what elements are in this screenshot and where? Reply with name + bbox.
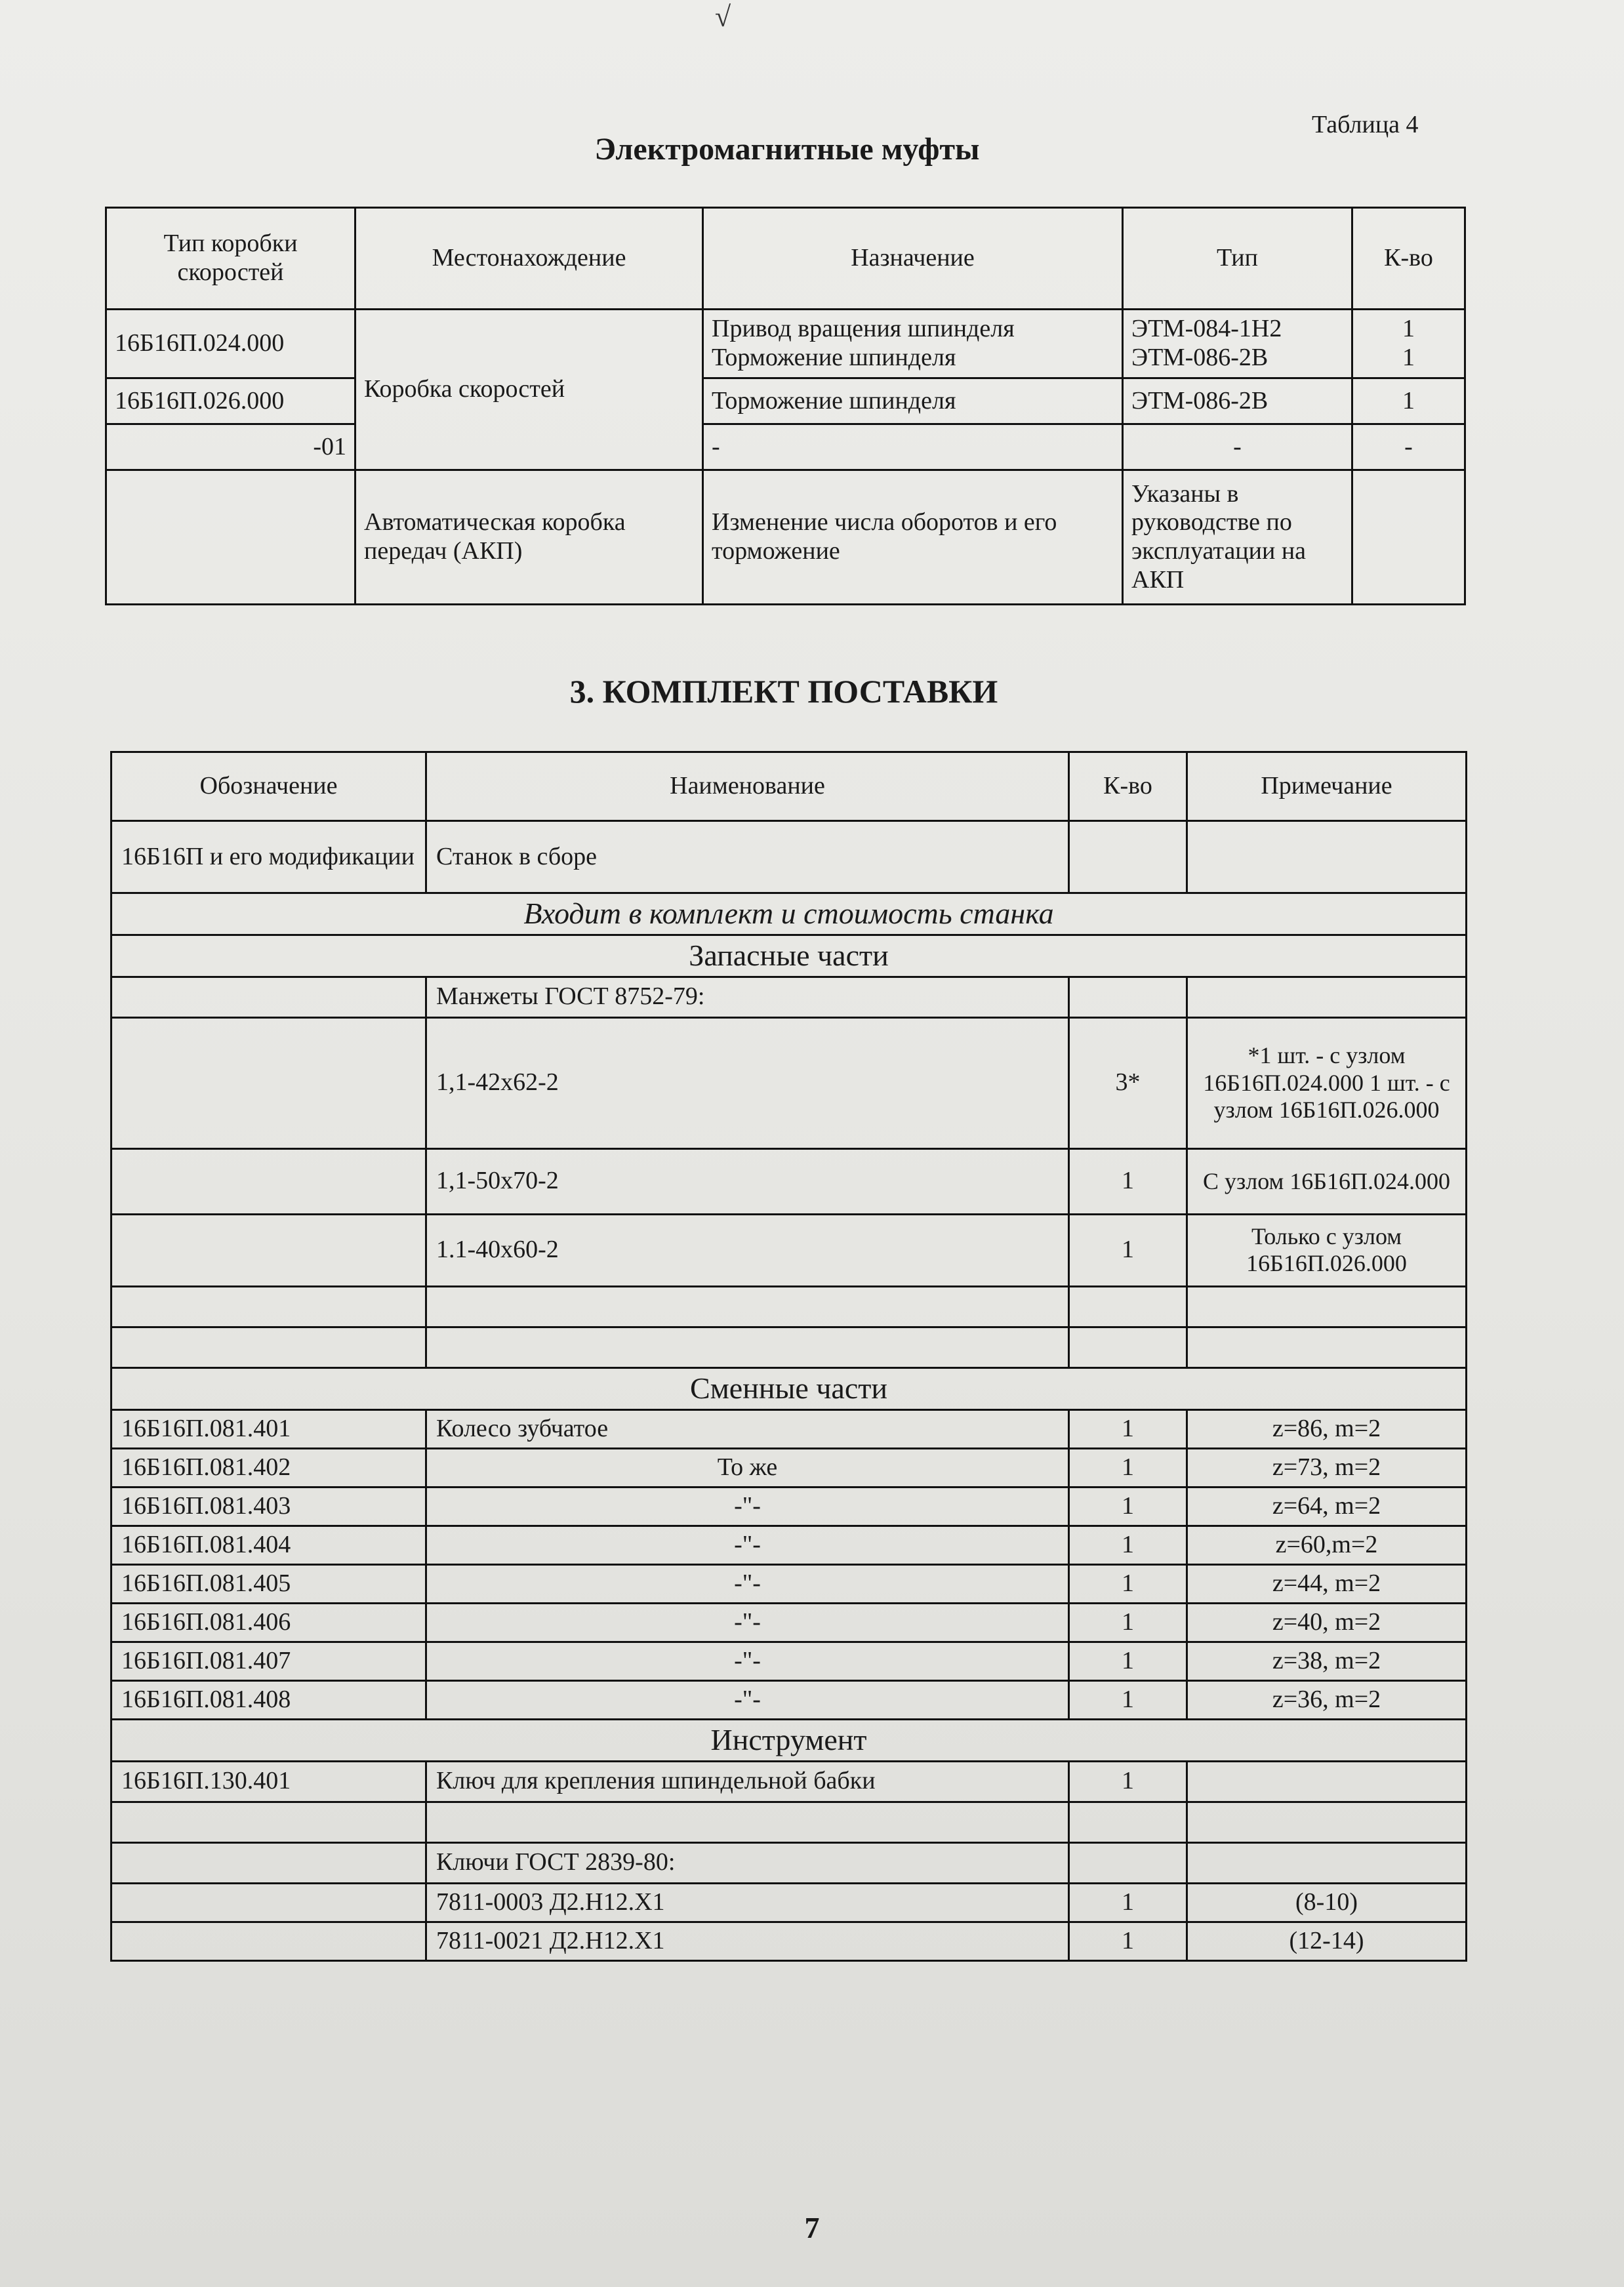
header-cell: К-во <box>1069 752 1187 821</box>
note-cell: z=64, m=2 <box>1187 1487 1467 1526</box>
designation-cell: 16Б16П.081.401 <box>112 1409 426 1448</box>
purpose-cell: - <box>703 424 1123 470</box>
header-cell: Наименование <box>426 752 1069 821</box>
note-cell: z=40, m=2 <box>1187 1603 1467 1642</box>
note-cell: z=38, m=2 <box>1187 1642 1467 1680</box>
qty-cell: 1 <box>1069 1409 1187 1448</box>
qty-cell: 1 <box>1069 1922 1187 1960</box>
name-cell: То же <box>426 1448 1069 1487</box>
table-row <box>112 1642 1467 1680</box>
page-number: 7 <box>804 2211 820 2244</box>
name-cell: -"- <box>426 1603 1069 1642</box>
location-cell: Коробка скоростей <box>355 310 703 470</box>
note-cell: Только с узлом 16Б16П.026.000 <box>1187 1214 1467 1286</box>
name-cell: Ключи ГОСТ 2839-80: <box>426 1842 1069 1883</box>
header-cell: Примечание <box>1187 752 1467 821</box>
note-cell: С узлом 16Б16П.024.000 <box>1187 1148 1467 1214</box>
designation-cell: 16Б16П.081.406 <box>112 1603 426 1642</box>
check-mark: √ <box>715 1 731 33</box>
table-row <box>112 1883 1467 1922</box>
designation-cell: 16Б16П.081.403 <box>112 1487 426 1526</box>
name-cell: 1,1-42х62-2 <box>426 1017 1069 1148</box>
table-row <box>112 935 1467 977</box>
designation-cell: 16Б16П.081.402 <box>112 1448 426 1487</box>
qty-cell: 1 <box>1069 1642 1187 1680</box>
table-row <box>112 1603 1467 1642</box>
model-cell: ЭТМ-084-1Н2 ЭТМ-086-2В <box>1123 310 1352 378</box>
section-title: 3. КОМПЛЕКТ ПОСТАВКИ <box>569 673 998 710</box>
name-cell: 7811-0021 Д2.Н12.Х1 <box>426 1922 1069 1960</box>
table-row <box>112 1448 1467 1487</box>
table-label: Таблица 4 <box>1312 111 1419 138</box>
header-cell: Обозначение <box>112 752 426 821</box>
table-row <box>106 378 1465 424</box>
table-row <box>112 1286 1467 1327</box>
qty-cell: 1 <box>1069 1448 1187 1487</box>
note-cell: (8-10) <box>1187 1883 1467 1922</box>
table1-title: Электромагнитные муфты <box>594 132 980 167</box>
name-cell: 1.1-40х60-2 <box>426 1214 1069 1286</box>
table-row <box>106 470 1465 605</box>
note-cell: z=36, m=2 <box>1187 1680 1467 1719</box>
table-row <box>112 821 1467 893</box>
name-cell: -"- <box>426 1526 1069 1564</box>
table-row <box>112 1719 1467 1761</box>
designation-cell: 16Б16П.081.407 <box>112 1642 426 1680</box>
table-row <box>112 1017 1467 1148</box>
model-cell: ЭТМ-086-2В <box>1123 378 1352 424</box>
purpose-cell: Торможение шпинделя <box>703 378 1123 424</box>
name-cell: 7811-0003 Д2.Н12.Х1 <box>426 1883 1069 1922</box>
name-cell: Манжеты ГОСТ 8752-79: <box>426 977 1069 1017</box>
table-row <box>112 1487 1467 1526</box>
table-row <box>112 1564 1467 1603</box>
qty-cell <box>1352 470 1465 605</box>
qty-cell: 1 1 <box>1352 310 1465 378</box>
designation-cell: 16Б16П.130.401 <box>112 1761 426 1802</box>
tools-title: Инструмент <box>112 1719 1467 1761</box>
table-row <box>112 1680 1467 1719</box>
table-row <box>106 310 1465 378</box>
table-row <box>112 1367 1467 1409</box>
name-cell: -"- <box>426 1564 1069 1603</box>
qty-cell: 1 <box>1069 1214 1187 1286</box>
table-row <box>112 1526 1467 1564</box>
qty-cell: 1 <box>1069 1761 1187 1802</box>
qty-cell: 1 <box>1069 1487 1187 1526</box>
name-cell: -"- <box>426 1487 1069 1526</box>
qty-cell: 1 <box>1069 1526 1187 1564</box>
model-cell: Указаны в руководстве по эксплуатации на АКП <box>1123 470 1352 605</box>
note-cell: (12-14) <box>1187 1922 1467 1960</box>
name-cell: Ключ для крепления шпиндельной бабки <box>426 1761 1069 1802</box>
qty-cell: 1 <box>1069 1883 1187 1922</box>
name-cell: -"- <box>426 1642 1069 1680</box>
table-header-row <box>112 752 1467 821</box>
location-cell: Автоматическая коробка передач (АКП) <box>355 470 703 605</box>
delivery-set-table <box>110 751 1467 1962</box>
designation-cell: 16Б16П и его модификации <box>112 821 426 893</box>
header-cell: К-во <box>1352 208 1465 310</box>
table-row <box>106 424 1465 470</box>
qty-cell: 1 <box>1352 378 1465 424</box>
qty-cell: 1 <box>1069 1603 1187 1642</box>
table-row <box>112 977 1467 1017</box>
table-row <box>112 1409 1467 1448</box>
gearbox-type: 16Б16П.024.000 <box>106 310 355 378</box>
name-cell: Станок в сборе <box>426 821 1069 893</box>
table-row <box>112 1761 1467 1802</box>
table-row <box>112 1148 1467 1214</box>
qty-cell: - <box>1352 424 1465 470</box>
purpose-cell: Изменение числа оборотов и его торможение <box>703 470 1123 605</box>
spare-parts-title: Запасные части <box>112 935 1467 977</box>
table-header-row <box>106 208 1465 310</box>
table-row <box>112 1802 1467 1842</box>
note-cell: z=60,m=2 <box>1187 1526 1467 1564</box>
table-row <box>112 1922 1467 1960</box>
table-row <box>112 1842 1467 1883</box>
qty-cell: 1 <box>1069 1564 1187 1603</box>
note-cell: *1 шт. - с узлом 16Б16П.024.000 1 шт. - с узлом 16Б16П.026.000 <box>1187 1017 1467 1148</box>
name-cell: 1,1-50х70-2 <box>426 1148 1069 1214</box>
note-cell: z=86, m=2 <box>1187 1409 1467 1448</box>
included-title: Входит в комплект и стоимость станка <box>112 893 1467 935</box>
clutches-table <box>105 207 1466 605</box>
model-cell: - <box>1123 424 1352 470</box>
designation-cell: 16Б16П.081.408 <box>112 1680 426 1719</box>
gearbox-type: -01 <box>106 424 355 470</box>
table-row <box>112 1214 1467 1286</box>
gearbox-type <box>106 470 355 605</box>
designation-cell: 16Б16П.081.404 <box>112 1526 426 1564</box>
note-cell: z=44, m=2 <box>1187 1564 1467 1603</box>
purpose-cell: Привод вращения шпинделя Торможение шпинделя <box>703 310 1123 378</box>
note-cell: z=73, m=2 <box>1187 1448 1467 1487</box>
header-cell: Местонахождение <box>355 208 703 310</box>
table-row <box>112 893 1467 935</box>
header-cell: Назначение <box>703 208 1123 310</box>
replaceable-parts-title: Сменные части <box>112 1367 1467 1409</box>
qty-cell: 3* <box>1069 1017 1187 1148</box>
qty-cell: 1 <box>1069 1680 1187 1719</box>
gearbox-type: 16Б16П.026.000 <box>106 378 355 424</box>
header-cell: Тип коробки скоростей <box>106 208 355 310</box>
designation-cell: 16Б16П.081.405 <box>112 1564 426 1603</box>
qty-cell: 1 <box>1069 1148 1187 1214</box>
name-cell: -"- <box>426 1680 1069 1719</box>
header-cell: Тип <box>1123 208 1352 310</box>
name-cell: Колесо зубчатое <box>426 1409 1069 1448</box>
table-row <box>112 1327 1467 1367</box>
